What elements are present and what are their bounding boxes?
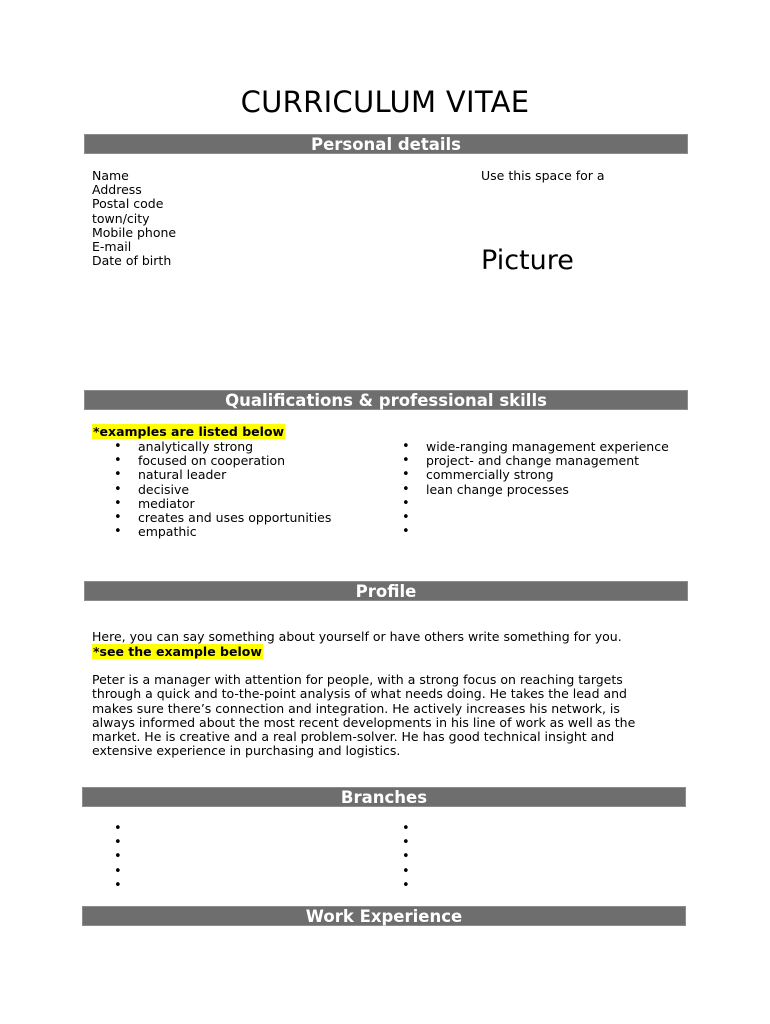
list-item — [402, 836, 426, 850]
skills-list-right — [402, 440, 669, 539]
profile-text — [92, 673, 635, 759]
list-item: • analytically strong — [114, 440, 331, 454]
profile-line: always informed about the most recent developments in his line of work as well as the — [92, 714, 636, 730]
list-item: • natural leader — [114, 468, 331, 482]
field-email: E-mail — [92, 239, 132, 255]
profile-line: extensive experience in purchasing and logistics. — [92, 743, 401, 759]
list-item — [402, 511, 669, 525]
section-header-qualifications: Qualifications & professional skills — [84, 390, 688, 410]
list-item: • decisive — [114, 483, 331, 497]
list-item: • project- and change management — [402, 454, 669, 468]
section-header-profile: Profile — [84, 581, 688, 601]
list-item — [114, 865, 138, 879]
skills-list-left — [114, 440, 331, 539]
list-item — [402, 850, 426, 864]
picture-note: Use this space for a — [481, 168, 605, 183]
list-item: • empathic — [114, 525, 331, 539]
list-item — [402, 822, 426, 836]
section-header-branches: Branches — [82, 787, 686, 807]
personal-fields — [92, 169, 176, 268]
section-header-work-experience: Work Experience — [82, 906, 686, 926]
list-item — [114, 822, 138, 836]
list-item: • commercially strong — [402, 468, 669, 482]
qualifications-note — [92, 425, 285, 439]
list-item — [402, 865, 426, 879]
branches-list-left — [114, 822, 138, 893]
profile-note — [92, 645, 263, 659]
profile-line: makes sure there’s connection and integration. He actively increases his network, is — [92, 700, 620, 716]
list-item — [114, 850, 138, 864]
list-item: • wide-ranging management experience — [402, 440, 669, 454]
list-item — [402, 525, 669, 539]
branches-list-right — [402, 822, 426, 893]
list-item — [114, 836, 138, 850]
list-item: • lean change processes — [402, 483, 669, 497]
profile-line: through a quick and to-the-point analysis of what needs doing. He takes the lead and — [92, 686, 627, 702]
field-name: Name — [92, 168, 129, 183]
profile-line: Peter is a manager with attention for people, with a strong focus on reaching targets — [92, 672, 623, 687]
profile-line: market. He is creative and a real problem-solver. He has good technical insight and — [92, 729, 615, 745]
list-item: • creates and uses opportunities — [114, 511, 331, 525]
field-town-city: town/city — [92, 210, 150, 226]
list-item — [402, 497, 669, 511]
highlight-note: *examples are listed below — [93, 424, 285, 439]
highlight-note: *see the example below — [93, 644, 262, 659]
field-address: Address — [92, 182, 142, 198]
list-item: • mediator — [114, 497, 331, 511]
profile-intro: Here, you can say something about yourself or have others write something for you. — [92, 629, 622, 644]
section-header-personal: Personal details — [84, 134, 688, 154]
field-mobile-phone: Mobile phone — [92, 224, 177, 240]
list-item: • focused on cooperation — [114, 454, 331, 468]
list-item — [114, 879, 138, 893]
field-date-of-birth: Date of birth — [92, 253, 172, 269]
field-postal-code: Postal code — [92, 196, 164, 212]
page-title: CURRICULUM VITAE — [240, 85, 530, 119]
list-item — [402, 879, 426, 893]
picture-label: Picture — [481, 245, 574, 276]
